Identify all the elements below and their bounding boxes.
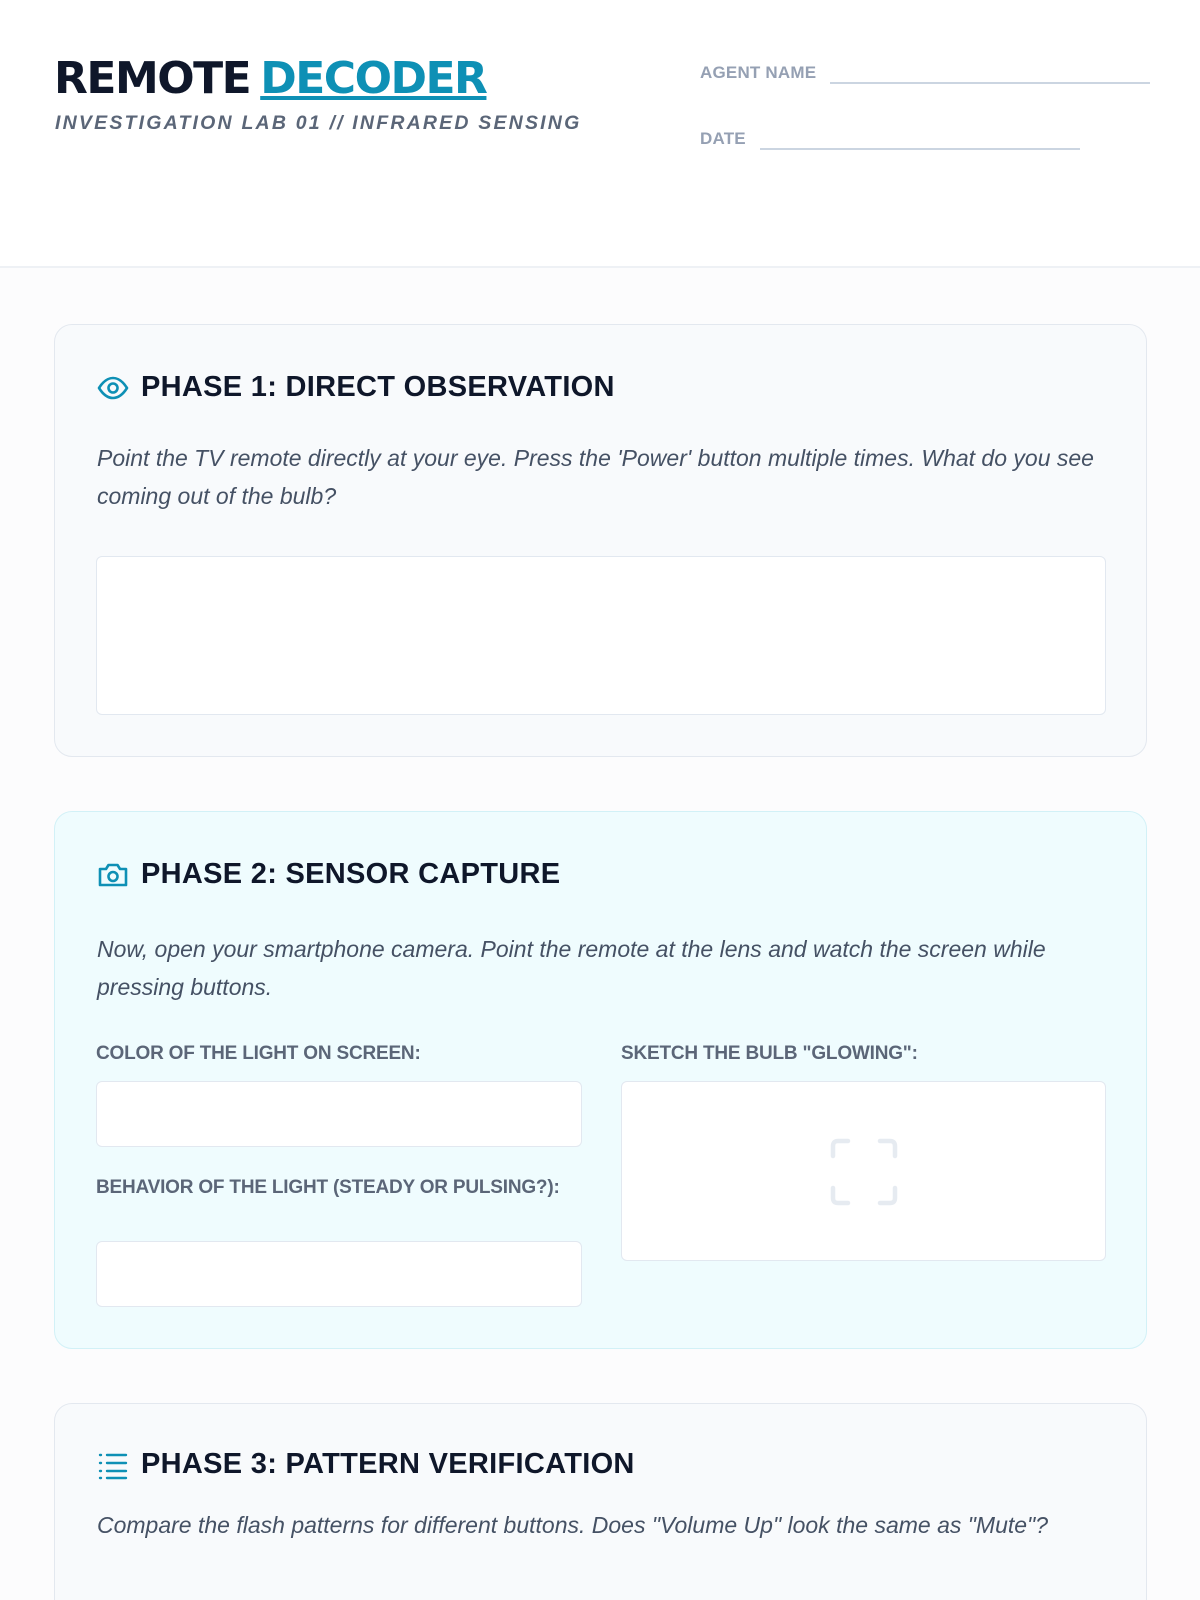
phase-1-title: PHASE 1: DIRECT OBSERVATION xyxy=(141,371,615,403)
light-color-label: COLOR OF THE LIGHT ON SCREEN: xyxy=(96,1043,421,1064)
phase-2-heading xyxy=(97,858,560,891)
eye-icon xyxy=(97,372,129,404)
date-label: DATE xyxy=(700,129,746,148)
focus-frame-icon xyxy=(830,1138,898,1211)
phase-2-card xyxy=(54,811,1147,1349)
agent-name-field[interactable] xyxy=(830,62,1150,84)
title-remote: REMOTE xyxy=(54,53,251,104)
page-subtitle: INVESTIGATION LAB 01 // INFRARED SENSING xyxy=(55,112,582,134)
title-decoder: DECODER xyxy=(260,53,487,104)
phase-1-heading xyxy=(97,371,615,404)
date-field[interactable] xyxy=(760,128,1080,150)
agent-name-row xyxy=(700,62,1150,84)
light-behavior-input[interactable] xyxy=(96,1241,582,1307)
phase-3-card xyxy=(54,1403,1147,1600)
worksheet-header xyxy=(0,0,1200,268)
light-behavior-label: BEHAVIOR OF THE LIGHT (STEADY OR PULSING?): xyxy=(96,1177,560,1198)
list-icon xyxy=(97,1449,129,1481)
phase-2-prompt: Now, open your smartphone camera. Point the remote at the lens and watch the screen while pressing buttons. xyxy=(97,936,1046,1000)
sketch-label: SKETCH THE BULB "GLOWING": xyxy=(621,1043,918,1064)
phase-3-title: PHASE 3: PATTERN VERIFICATION xyxy=(141,1448,635,1480)
light-color-input[interactable] xyxy=(96,1081,582,1147)
phase-1-prompt: Point the TV remote directly at your eye. Press the 'Power' button multiple times. What do you see coming out of the bulb? xyxy=(97,445,1094,509)
camera-icon xyxy=(97,859,129,891)
phase-2-title: PHASE 2: SENSOR CAPTURE xyxy=(141,858,561,890)
phase-1-card xyxy=(54,324,1147,757)
phase-3-prompt: Compare the flash patterns for different buttons. Does "Volume Up" look the same as "Mute"? xyxy=(97,1512,1049,1538)
phase-3-heading xyxy=(97,1448,635,1481)
date-row xyxy=(700,128,1080,150)
agent-name-label: AGENT NAME xyxy=(700,63,817,82)
sketch-box[interactable] xyxy=(621,1081,1106,1261)
page-title xyxy=(54,52,486,106)
phase-1-answer-box[interactable] xyxy=(96,556,1106,715)
